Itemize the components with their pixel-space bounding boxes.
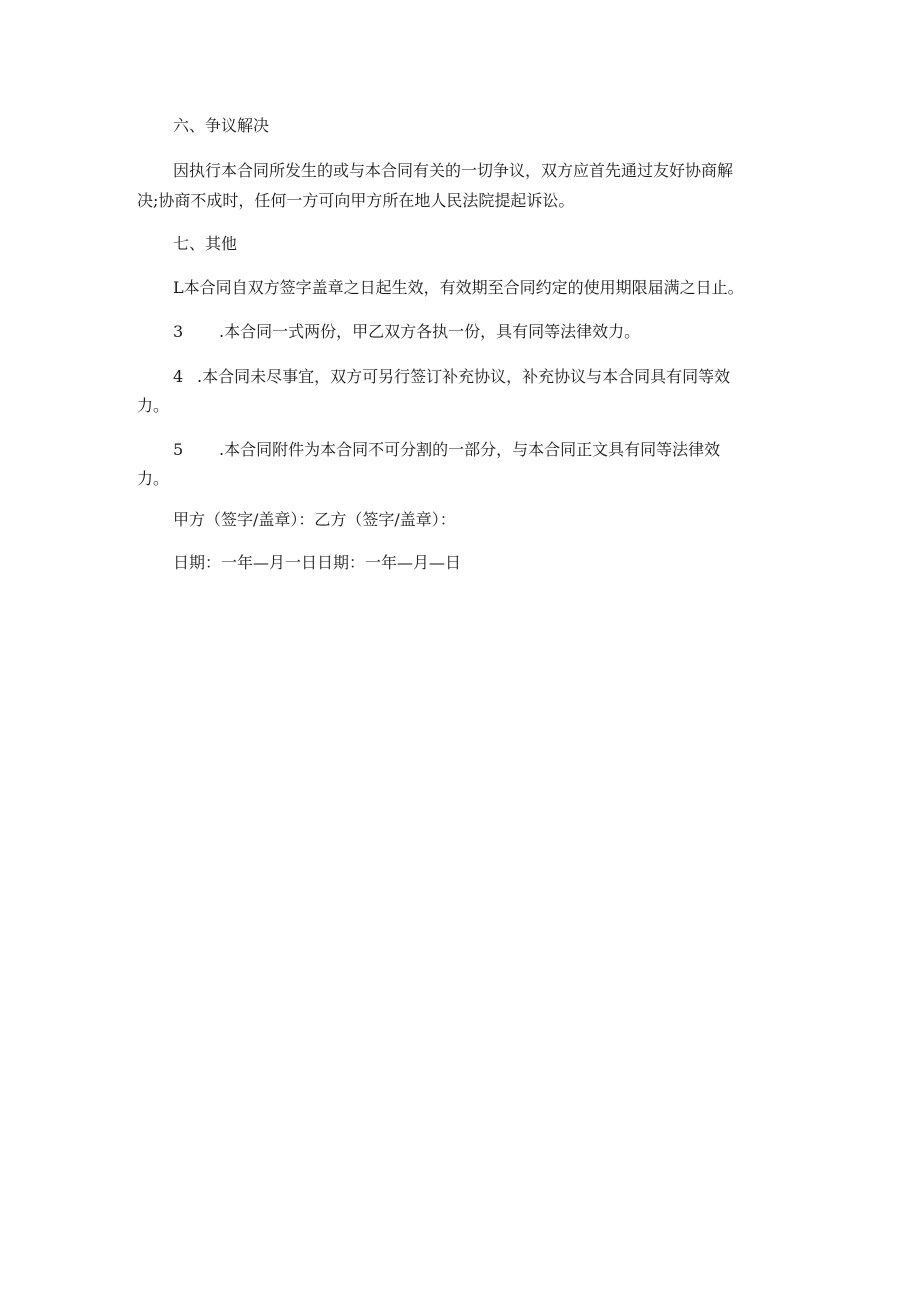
item-5-number: 5 bbox=[173, 440, 184, 459]
signature-dates: 日期：一年—月一日日期：一年—月—日 bbox=[173, 553, 462, 572]
section-6-paragraph-line-1: 因执行本合同所发生的或与本合同有关的一切争议，双方应首先通过友好协商解 bbox=[173, 161, 734, 180]
item-4-number: 4 bbox=[173, 367, 184, 386]
section-7-item-3 bbox=[137, 317, 813, 347]
signature-parties: 甲方（签字/盖章）：乙方（签字/盖章）： bbox=[173, 510, 456, 529]
section-6-paragraph-line-2: 决;协商不成时，任何一方可向甲方所在地人民法院提起诉讼。 bbox=[137, 191, 575, 210]
section-7-item-1: L本合同自双方签字盖章之日起生效，有效期至合同约定的使用期限届满之日止。 bbox=[173, 278, 744, 297]
section-7-item-5-line-1 bbox=[137, 435, 813, 465]
section-7-item-4-line-1 bbox=[137, 362, 813, 392]
item-5-text: .本合同附件为本合同不可分割的一部分，与本合同正文具有同等法律效 bbox=[219, 440, 721, 459]
item-3-text: .本合同一式两份，甲乙双方各执一份，具有同等法律效力。 bbox=[219, 322, 641, 341]
item-3-number: 3 bbox=[173, 322, 184, 341]
item-4-text: .本合同未尽事宜，双方可另行签订补充协议，补充协议与本合同具有同等效 bbox=[197, 367, 731, 386]
section-7-heading: 七、其他 bbox=[173, 234, 238, 253]
section-7-item-4-line-2: 力。 bbox=[137, 396, 170, 415]
section-6-heading: 六、争议解决 bbox=[173, 116, 270, 135]
section-7-item-5-line-2: 力。 bbox=[137, 469, 170, 488]
